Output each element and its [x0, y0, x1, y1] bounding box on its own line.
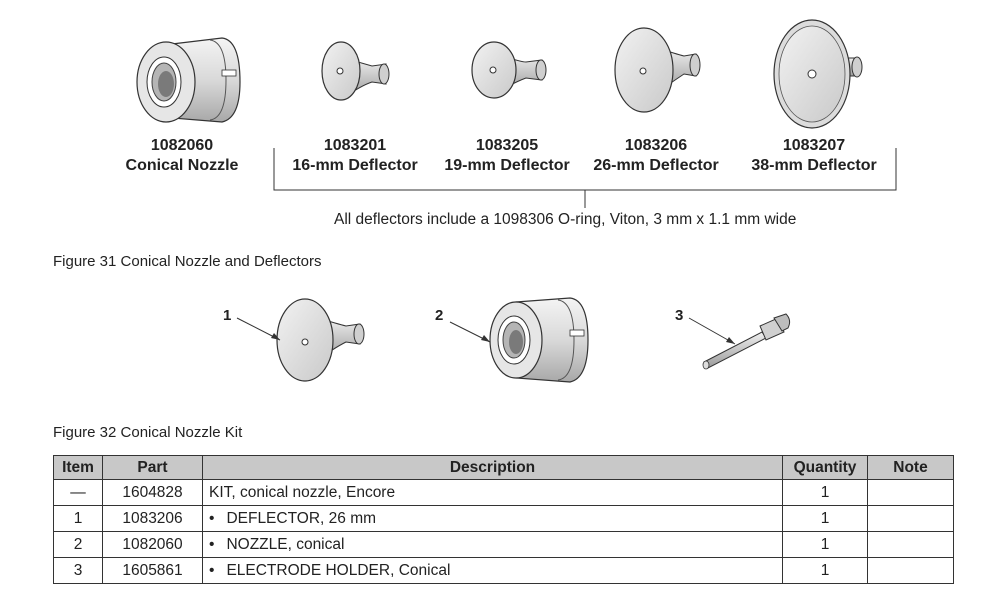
cell-description: • NOZZLE, conical — [209, 536, 344, 553]
figure-31-caption: Figure 31 Conical Nozzle and Deflectors — [53, 253, 322, 270]
kit-nozzle-drawing — [450, 298, 588, 382]
deflector-38mm-drawing — [774, 20, 862, 128]
header-note: Note — [868, 456, 954, 480]
part-number: 1083201 — [323, 137, 387, 154]
cell-note — [868, 532, 954, 558]
part-label-deflector-38mm — [739, 136, 889, 176]
cell-quantity: 1 — [783, 532, 868, 558]
cell-item: 2 — [54, 532, 103, 558]
callout-1: 1 — [223, 307, 232, 324]
header-description: Description — [203, 456, 783, 480]
cell-item: 1 — [54, 506, 103, 532]
header-quantity: Quantity — [783, 456, 868, 480]
cell-part: 1083206 — [103, 506, 203, 532]
deflector-19mm-drawing — [472, 42, 546, 98]
kit-deflector-drawing — [237, 299, 364, 381]
cell-quantity: 1 — [783, 506, 868, 532]
part-name: Conical Nozzle — [125, 157, 239, 174]
cell-quantity: 1 — [783, 480, 868, 506]
cell-description: • DEFLECTOR, 26 mm — [209, 510, 376, 527]
table-row — [54, 532, 954, 558]
part-number: 1083207 — [782, 137, 846, 154]
deflector-oring-note: All deflectors include a 1098306 O-ring, Viton, 3 mm x 1.1 mm wide — [334, 211, 797, 228]
cell-item: 3 — [54, 558, 103, 584]
cell-part: 1605861 — [103, 558, 203, 584]
cell-note — [868, 558, 954, 584]
part-label-deflector-19mm — [432, 136, 582, 176]
deflector-26mm-drawing — [615, 28, 700, 112]
cell-part: 1604828 — [103, 480, 203, 506]
callout-2: 2 — [435, 307, 444, 324]
part-name: 26-mm Deflector — [593, 157, 719, 174]
part-label-conical-nozzle — [112, 136, 252, 176]
cell-note — [868, 480, 954, 506]
deflector-16mm-drawing — [322, 42, 389, 100]
part-number: 1082060 — [150, 137, 214, 154]
parts-table — [53, 455, 954, 584]
table-row — [54, 480, 954, 506]
kit-electrode-holder-drawing — [689, 314, 790, 369]
cell-note — [868, 506, 954, 532]
part-label-deflector-16mm — [280, 136, 430, 176]
part-name: 38-mm Deflector — [751, 157, 877, 174]
cell-description: • ELECTRODE HOLDER, Conical — [209, 562, 450, 579]
part-name: 16-mm Deflector — [292, 157, 418, 174]
part-name: 19-mm Deflector — [444, 157, 570, 174]
part-number: 1083205 — [475, 137, 539, 154]
cell-description-wrap — [203, 506, 783, 532]
part-number: 1083206 — [624, 137, 688, 154]
conical-nozzle-drawing — [137, 38, 240, 122]
cell-part: 1082060 — [103, 532, 203, 558]
cell-description: KIT, conical nozzle, Encore — [203, 480, 783, 506]
cell-description-wrap — [203, 558, 783, 584]
header-part: Part — [103, 456, 203, 480]
table-header-row — [54, 456, 954, 480]
table-row — [54, 506, 954, 532]
cell-description-wrap — [203, 532, 783, 558]
header-item: Item — [54, 456, 103, 480]
part-label-deflector-26mm — [581, 136, 731, 176]
callout-3: 3 — [675, 307, 684, 324]
cell-item: — — [54, 480, 103, 506]
cell-quantity: 1 — [783, 558, 868, 584]
figure-32-caption: Figure 32 Conical Nozzle Kit — [53, 424, 243, 441]
table-row — [54, 558, 954, 584]
